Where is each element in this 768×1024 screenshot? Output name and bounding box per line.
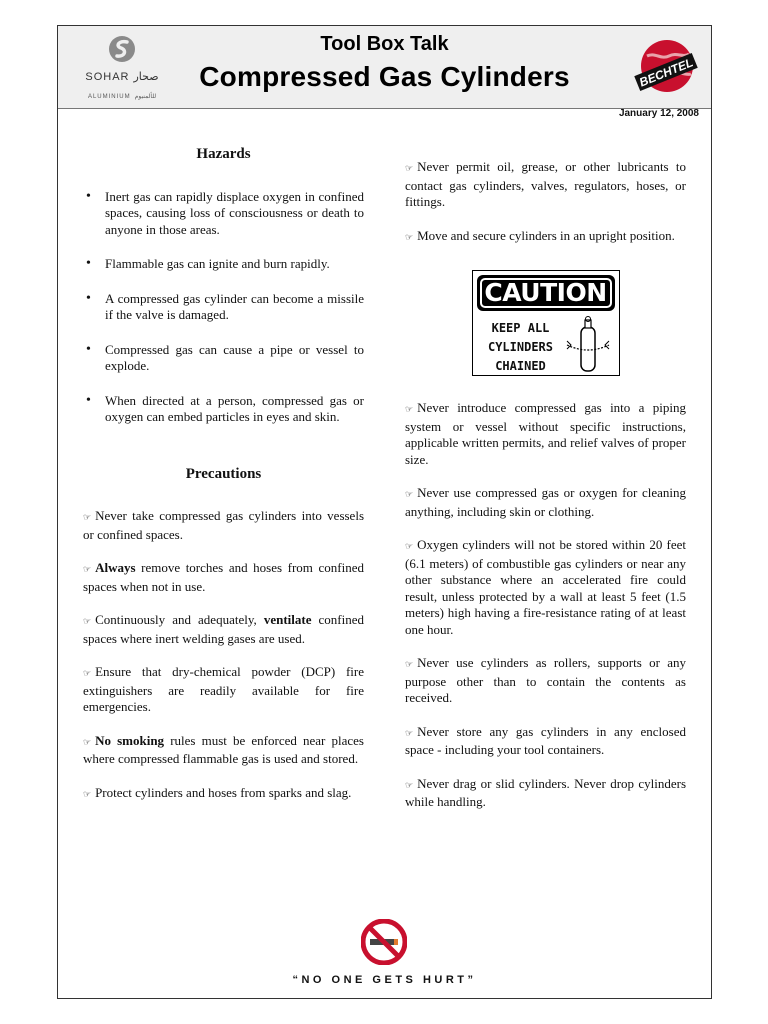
document-title: Compressed Gas Cylinders	[199, 61, 570, 92]
pointing-hand-icon: ☞	[83, 669, 92, 679]
caution-message: KEEP ALL CYLINDERS CHAINED	[487, 321, 554, 373]
pointing-hand-icon: ☞	[405, 232, 414, 243]
precaution-item: ☞ Never use compressed gas or oxygen for cleaning anything, including skin or clothing.	[405, 485, 686, 519]
precaution-item: ☞ No smoking rules must be enforced near places where compressed flammable gas is used and stored.	[83, 732, 364, 766]
precaution-item: ☞ Continuously and adequately, ventilate confined spaces where inert welding gases are used.	[83, 612, 365, 646]
caution-heading: CAUTION	[480, 278, 612, 308]
hazards-list	[83, 189, 364, 426]
hazard-item: • A compressed gas cylinder can become a missile if the valve is damaged.	[83, 291, 364, 324]
document-page	[57, 25, 712, 999]
pointing-hand-icon: ☞	[83, 617, 92, 627]
precaution-item: ☞ Never permit oil, grease, or other lubricants to contact gas cylinders, valves, regulators, hoses, or fittings.	[405, 159, 686, 209]
bechtel-globe-logo	[631, 34, 701, 102]
pointing-hand-icon: ☞	[405, 660, 414, 670]
precaution-item: ☞ Never use cylinders as rollers, supports or any purpose other than to contain the contents as received.	[405, 655, 686, 705]
precaution-item: ☞ Always remove torches and hoses from confined spaces when not in use.	[83, 560, 364, 594]
no-smoking-emblem-icon	[361, 919, 407, 965]
precaution-item: ☞ Oxygen cylinders will not be stored within 20 feet (6.1 meters) of combustible gas cylinders or near any other substance where an accelerated fire could result, unless protected by a wall at least 5 feet (1.5 meters) high having a fire-resistance rating of at least one hour.	[405, 537, 686, 637]
precautions-heading: Precautions	[185, 465, 262, 482]
pointing-hand-icon: ☞	[405, 542, 414, 552]
document-kicker: Tool Box Talk	[320, 33, 449, 55]
footer-slogan: “NO ONE GETS HURT”	[292, 974, 477, 986]
bechtel-logo-text: BECHTEL	[637, 55, 696, 90]
precaution-item: ☞ Never drag or slid cylinders. Never drop cylinders while handling.	[405, 775, 686, 809]
pointing-hand-icon: ☞	[83, 513, 92, 523]
pointing-hand-icon: ☞	[83, 737, 92, 748]
pointing-hand-icon: ☞	[405, 164, 414, 174]
right-column	[405, 159, 686, 828]
pointing-hand-icon: ☞	[405, 728, 414, 739]
precaution-item: ☞ Move and secure cylinders in an upright position.	[405, 227, 675, 243]
hazard-item: • Inert gas can rapidly displace oxygen in confined spaces, causing loss of consciousness or death to anyone in those areas.	[83, 189, 364, 239]
sohar-logo-sub-ar: للألمنيوم	[134, 94, 157, 100]
precautions-left-list	[83, 508, 364, 803]
precaution-item: ☞ Never take compressed gas cylinders into vessels or confined spaces.	[83, 508, 364, 542]
precaution-item: ☞ Never store any gas cylinders in any enclosed space - including your tool containers.	[405, 723, 686, 757]
pointing-hand-icon: ☞	[83, 565, 92, 575]
pointing-hand-icon: ☞	[405, 490, 414, 500]
hazard-item: • Flammable gas can ignite and burn rapidly.	[83, 256, 364, 273]
left-column	[83, 146, 364, 820]
hazard-item: • When directed at a person, compressed gas or oxygen can embed particles in eyes and skin.	[83, 393, 364, 426]
precaution-item: ☞ Protect cylinders and hoses from sparks and slag.	[83, 784, 352, 800]
pointing-hand-icon: ☞	[405, 780, 414, 791]
sohar-logo-sub: ALUMINIUM	[87, 94, 131, 100]
pointing-hand-icon: ☞	[83, 789, 92, 800]
caution-banner	[477, 275, 615, 311]
header-band	[58, 26, 711, 109]
sohar-logo-en: SOHAR	[85, 71, 130, 83]
chained-cylinder-icon	[565, 315, 611, 373]
hazards-heading: Hazards	[196, 146, 251, 162]
hazard-item: • Compressed gas can cause a pipe or vessel to explode.	[83, 342, 364, 375]
precaution-item: ☞ Never introduce compressed gas into a piping system or vessel without specific instructions, applicable written permits, and relief valves of proper size.	[405, 400, 686, 467]
caution-sign	[472, 270, 620, 376]
precaution-item: ☞ Ensure that dry-chemical powder (DCP) fire extinguishers are readily available for fire emergencies.	[83, 664, 364, 714]
pointing-hand-icon: ☞	[405, 405, 414, 415]
document-date: January 12, 2008	[618, 108, 699, 119]
sohar-logo-ar: صحار	[133, 70, 159, 83]
